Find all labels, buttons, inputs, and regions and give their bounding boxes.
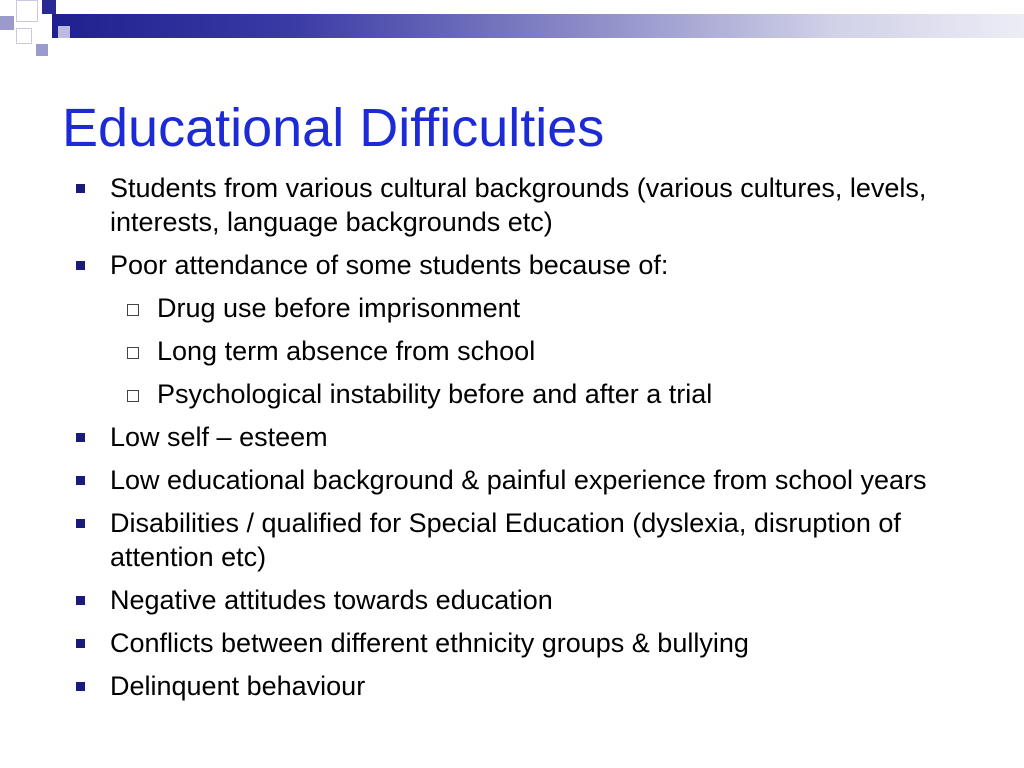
- header-decor-square: [16, 0, 38, 22]
- bullet-text: Delinquent behaviour: [110, 671, 366, 701]
- bullet-item: [70, 463, 970, 497]
- bullet-item: [70, 626, 970, 660]
- header-gradient-bar: [52, 14, 1024, 38]
- bullet-text: Poor attendance of some students because of:: [110, 250, 669, 280]
- bullet-item: [70, 420, 970, 454]
- bullet-item: [70, 583, 970, 617]
- bullet-text: Low self – esteem: [110, 422, 328, 452]
- bullet-text: Disabilities / qualified for Special Education (dyslexia, disruption of attention etc): [110, 508, 901, 572]
- sub-bullet-text: Psychological instability before and after a trial: [157, 379, 713, 409]
- bullet-text: Low educational background & painful experience from school years: [110, 465, 927, 495]
- filled-square-bullet-icon: [76, 682, 85, 691]
- header-decor-square: [0, 16, 14, 30]
- bullet-item: [70, 248, 970, 282]
- header-decor-square: [16, 28, 32, 44]
- filled-square-bullet-icon: [76, 476, 85, 485]
- filled-square-bullet-icon: [76, 519, 85, 528]
- header-decor-square: [58, 26, 70, 38]
- bullet-list: [70, 171, 970, 712]
- hollow-square-bullet-icon: [127, 347, 139, 359]
- bullet-text: Conflicts between different ethnicity groups & bullying: [110, 628, 749, 658]
- filled-square-bullet-icon: [76, 184, 85, 193]
- hollow-square-bullet-icon: [127, 390, 139, 402]
- bullet-text: Negative attitudes towards education: [110, 585, 553, 615]
- filled-square-bullet-icon: [76, 639, 85, 648]
- hollow-square-bullet-icon: [127, 304, 139, 316]
- sub-bullet-item: [70, 334, 970, 368]
- filled-square-bullet-icon: [76, 596, 85, 605]
- sub-bullet-item: [70, 377, 970, 411]
- bullet-item: [70, 171, 970, 239]
- header-decor-square: [42, 0, 56, 14]
- sub-bullet-text: Drug use before imprisonment: [157, 293, 521, 323]
- slide-title: Educational Difficulties: [62, 98, 605, 158]
- bullet-item: [70, 506, 970, 574]
- filled-square-bullet-icon: [76, 261, 85, 270]
- sub-bullet-text: Long term absence from school: [157, 336, 536, 366]
- filled-square-bullet-icon: [76, 433, 85, 442]
- bullet-text: Students from various cultural backgrounds (various cultures, levels, interests, language backgrounds etc): [110, 173, 927, 237]
- bullet-item: [70, 669, 970, 703]
- sub-bullet-item: [70, 291, 970, 325]
- header-decor-square: [36, 44, 48, 56]
